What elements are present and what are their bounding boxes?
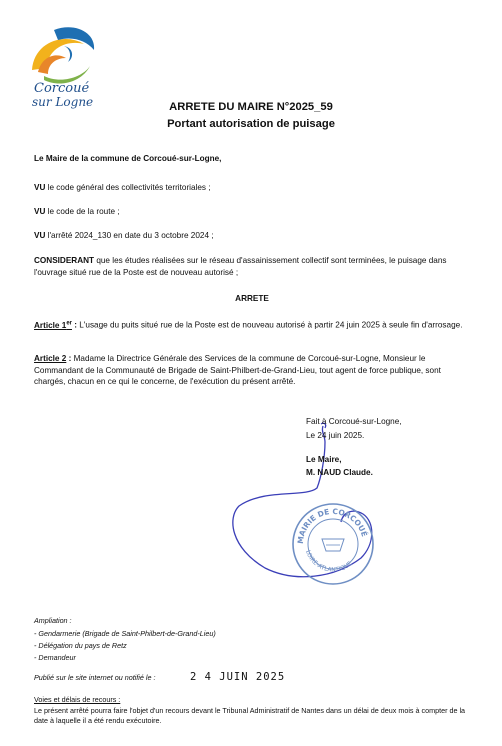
ampliation-item: - Délégation du pays de Retz [34,641,127,650]
stamp-top-text: MAIRIE DE CORCOUÉ [295,506,369,545]
signature-date: Le 24 juin 2025. [306,431,365,440]
publication-date-stamp: 2 4 JUIN 2025 [190,671,286,683]
signature-role: Le Maire, [306,455,342,464]
intro-line: Le Maire de la commune de Corcoué-sur-Logne, [34,154,222,163]
official-stamp [290,501,376,587]
arrete-heading: ARRETE [235,294,269,303]
svg-text:LOIRE-ATLANTIQUE [304,549,354,573]
ampliation-item: - Demandeur [34,653,76,662]
recours-text: Le présent arrêté pourra faire l'objet d'un recours devant le Tribunal Administratif de Nantes dans un délai de deux mois à compter de la date à laquelle il a été rendu exécutoire. [34,706,466,725]
document-title: ARRETE DU MAIRE N°2025_59 [169,101,333,113]
considerant-paragraph: CONSIDERANT que les études réalisées sur le réseau d'assainissement collectif sont terminées, le puisage dans l'ouvrage situé rue de la Poste est de nouveau autorisé ; [34,256,447,277]
logo-line2: sur Logne [32,95,94,109]
article-2-label: Article 2 [34,354,67,363]
article-2: Article 2 : Madame la Directrice Générale des Services de la commune de Corcoué-sur-Logne, Monsieur le Commandant de la Communauté de Brigade de Saint-Philbert-de-Grand-Lieu, tout agent de force publique, sont chargés, chacun en ce qui le concerne, de l'exécution du présent arrêté. [34,354,441,387]
commune-logo [24,22,104,112]
article-1-label: Article 1er [34,320,72,330]
logo-line1: Corcoué [34,81,90,96]
article-1: Article 1er : L'usage du puits situé rue de la Poste est de nouveau autorisé à partir 24 juin 2025 à seule fin d'arrosage. [34,320,463,330]
signature-place: Fait à Corcoué-sur-Logne, [306,417,402,426]
recours-heading: Voies et délais de recours : [34,695,121,704]
ampliation-item: - Gendarmerie (Brigade de Saint-Philbert-de-Grand-Lieu) [34,629,216,638]
vu-line-3: VU l'arrêté 2024_130 en date du 3 octobre 2024 ; [34,231,214,240]
publication-label: Publié sur le site internet ou notifié le : [34,673,156,682]
vu-line-2: VU le code de la route ; [34,207,120,216]
ampliation-heading: Ampliation : [34,616,72,625]
signature-name: M. NAUD Claude. [306,468,373,477]
logo-emblem-icon [24,22,104,112]
stamp-bottom-text: LOIRE-ATLANTIQUE [304,549,354,574]
document-subtitle: Portant autorisation de puisage [167,118,335,130]
vu-line-1: VU le code général des collectivités territoriales ; [34,183,211,192]
